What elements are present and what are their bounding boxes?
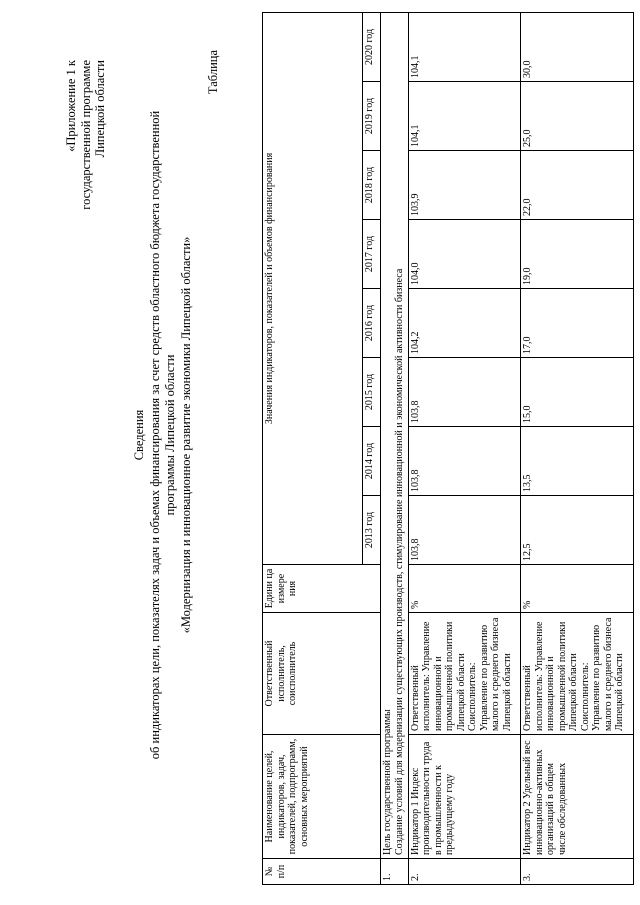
- value-cell: 30,0: [521, 12, 634, 81]
- header-year: 2014 год: [363, 427, 381, 496]
- table-caption: Таблица: [206, 50, 220, 95]
- value-cell: 12,5: [521, 496, 634, 565]
- header-executor: Ответственный исполнитель, соисполнитель: [263, 613, 381, 735]
- value-cell: 103,8: [408, 496, 521, 565]
- document-heading: [132, 75, 194, 795]
- value-cell: 22,0: [521, 151, 634, 220]
- header-year: 2017 год: [363, 220, 381, 289]
- header-year: 2016 год: [363, 289, 381, 358]
- header-year: 2015 год: [363, 358, 381, 427]
- value-cell: 103,8: [408, 427, 521, 496]
- indicator-name: Индикатор 1 Индекс производительности труда в промышленности к предыдущему году: [408, 735, 521, 859]
- value-cell: 19,0: [521, 220, 634, 289]
- unit-cell: %: [408, 565, 521, 613]
- unit-cell: %: [521, 565, 634, 613]
- header-year: 2018 год: [363, 151, 381, 220]
- value-cell: 103,8: [408, 358, 521, 427]
- value-cell: 104,1: [408, 82, 521, 151]
- appendix-note: [64, 60, 108, 250]
- value-cell: 104,2: [408, 289, 521, 358]
- table-row-goal: [381, 12, 409, 884]
- header-name: Наименование целей, индикаторов, задач, показателей, подпрограмм, основных мероприятий: [263, 735, 381, 859]
- goal-description: Создание условий для модернизации существующих производств, стимулирование инновационной и экономической активности бизнеса: [393, 268, 405, 855]
- value-cell: 13,5: [521, 427, 634, 496]
- appendix-line: государственной программе: [78, 60, 93, 210]
- executor-cell: Ответственный исполнитель: Управление инновационной и промышленной политики Липецкой области Соисполнитель: Управление по развитию малого и среднего бизнеса Липецкой области: [408, 613, 521, 735]
- appendix-line: Липецкой области: [93, 60, 107, 158]
- header-unit: Едини ца измере ния: [263, 565, 381, 613]
- indicator-name: Индикатор 2 Удельный вес инновационно-активных организаций в общем числе обследованных: [521, 735, 634, 859]
- value-cell: 15,0: [521, 358, 634, 427]
- value-cell: 104,0: [408, 220, 521, 289]
- heading-subtitle: об индикаторах цели, показателях задач и объемах финансирования за счет средств областного бюджета государственной: [147, 110, 162, 760]
- goal-title: Цель государственной программы: [382, 709, 393, 855]
- header-num: № п/п: [263, 859, 381, 885]
- heading-title: Сведения: [132, 409, 146, 461]
- table-row: [521, 12, 634, 884]
- row-num: 2.: [408, 859, 521, 885]
- value-cell: 25,0: [521, 82, 634, 151]
- heading-program-name: «Модернизация и инновационное развитие экономики Липецкой области»: [178, 236, 193, 634]
- header-values: Значения индикаторов, показателей и объемов финансирования: [263, 12, 363, 564]
- row-num: 1.: [381, 859, 409, 885]
- goal-cell: [381, 12, 409, 858]
- indicators-table: [262, 12, 634, 885]
- header-year: 2019 год: [363, 82, 381, 151]
- heading-subtitle: программы Липецкой области: [163, 354, 177, 516]
- value-cell: 104,1: [408, 12, 521, 81]
- header-year: 2013 год: [363, 496, 381, 565]
- row-num: 3.: [521, 859, 634, 885]
- executor-cell: Ответственный исполнитель: Управление инновационной и промышленной политики Липецкой области Соисполнитель: Управление по развитию малого и среднего бизнеса Липецкой области: [521, 613, 634, 735]
- header-year: 2020 год: [363, 12, 381, 81]
- table-row: [408, 12, 521, 884]
- value-cell: 103,9: [408, 151, 521, 220]
- appendix-line: «Приложение 1 к: [64, 60, 78, 152]
- value-cell: 17,0: [521, 289, 634, 358]
